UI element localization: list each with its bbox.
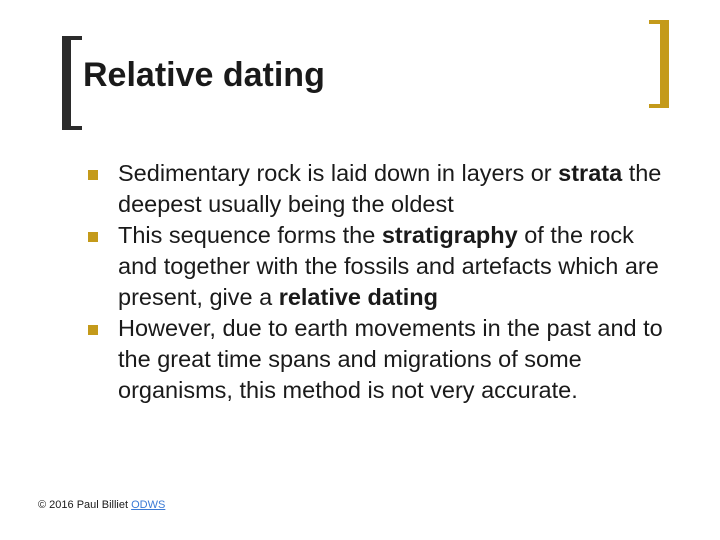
square-bullet-icon <box>88 232 98 242</box>
square-bullet-icon <box>88 325 98 335</box>
copyright-text: © 2016 Paul Billiet <box>38 499 132 511</box>
bullet-item <box>88 313 668 406</box>
bullet-text: Sedimentary rock is laid down in layers or <box>118 160 559 186</box>
bullet-text: This sequence forms the <box>118 222 382 248</box>
bullet-text: However, due to earth movements in the past and to the great time spans and migrations of some organisms, this method is not very accurate. <box>118 315 663 403</box>
odws-link[interactable]: ODWS <box>131 499 166 511</box>
bullet-keyword: relative dating <box>278 284 439 310</box>
bullet-text: the deepest usually being the oldest <box>118 160 662 217</box>
bullet-keyword: strata <box>558 160 623 186</box>
bullet-list <box>88 158 668 406</box>
square-bullet-icon <box>88 170 98 180</box>
bullet-keyword: stratigraphy <box>381 222 518 248</box>
bullet-item <box>88 158 668 220</box>
title-bracket-right <box>649 20 669 108</box>
footer <box>38 499 165 511</box>
bullet-item <box>88 220 668 313</box>
slide-title: Relative dating <box>83 56 325 94</box>
title-bracket-left <box>62 36 82 130</box>
bullet-text: of the rock and together with the fossils and artefacts which are present, give a <box>118 222 659 310</box>
